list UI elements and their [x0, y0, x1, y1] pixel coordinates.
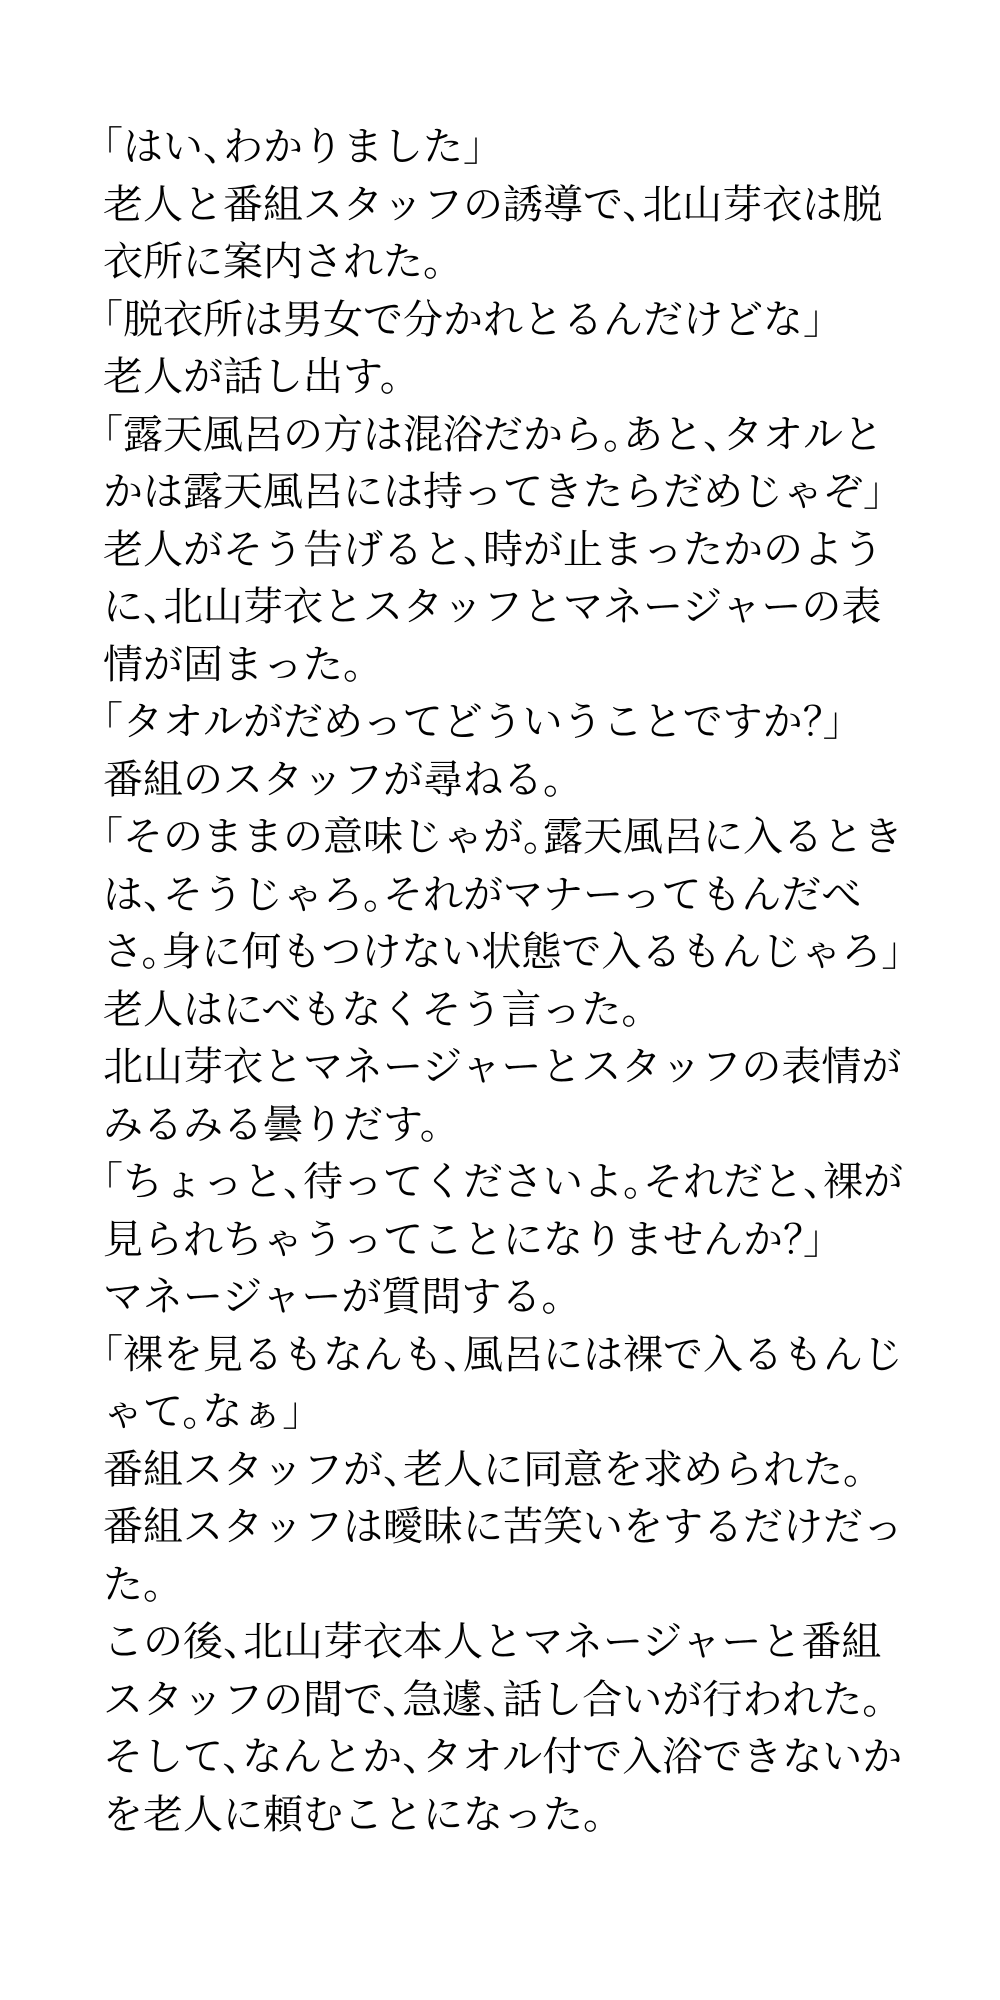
- paragraph: 老人と番組スタッフの誘導で、北山芽衣は脱衣所に案内された。: [103, 181, 883, 284]
- paragraph: 「そのままの意味じゃが。露天風呂に入るときは、そうじゃろ。それがマナーってもんだべさ。身に何もつけない状態で入るもんじゃろ」: [103, 814, 903, 974]
- paragraph: 「ちょっと、待ってくださいよ。それだと、裸が見られちゃうってことになりませんか？」: [103, 1159, 903, 1262]
- paragraph: この後、北山芽衣本人とマネージャーと番組スタッフの間で、急遽、話し合いが行われた。: [103, 1619, 883, 1722]
- paragraph: 北山芽衣とマネージャーとスタッフの表情がみるみる曇りだす。: [103, 1044, 902, 1147]
- paragraph: 老人が話し出す。: [103, 354, 400, 399]
- paragraph: 「裸を見るもなんも、風呂には裸で入るもんじゃて。なぁ」: [103, 1331, 903, 1434]
- paragraph: 「露天風呂の方は混浴だから。あと、タオルとかは露天風呂には持ってきたらだめじゃぞ」: [103, 411, 883, 514]
- story-text: [103, 118, 915, 1843]
- paragraph: 「はい、わかりました」: [103, 124, 483, 169]
- paragraph: マネージャーが質問する。: [103, 1274, 562, 1319]
- paragraph: 番組のスタッフが尋ねる。: [103, 756, 563, 802]
- paragraph: 「脱衣所は男女で分かれとるんだけどな」: [103, 296, 823, 342]
- paragraph: 「タオルがだめってどういうことですか？」: [103, 699, 843, 744]
- paragraph: 老人はにべもなくそう言った。: [103, 986, 642, 1032]
- paragraph: そして、なんとか、タオル付で入浴できないかを老人に頼むことになった。: [103, 1734, 903, 1837]
- paragraph: 老人がそう告げると、時が止まったかのように、北山芽衣とスタッフとマネージャーの表情が固まった。: [103, 526, 883, 687]
- paragraph: 番組スタッフは曖昧に苦笑いをするだけだった。: [103, 1504, 903, 1607]
- paragraph: 番組スタッフが、老人に同意を求められた。: [103, 1446, 863, 1492]
